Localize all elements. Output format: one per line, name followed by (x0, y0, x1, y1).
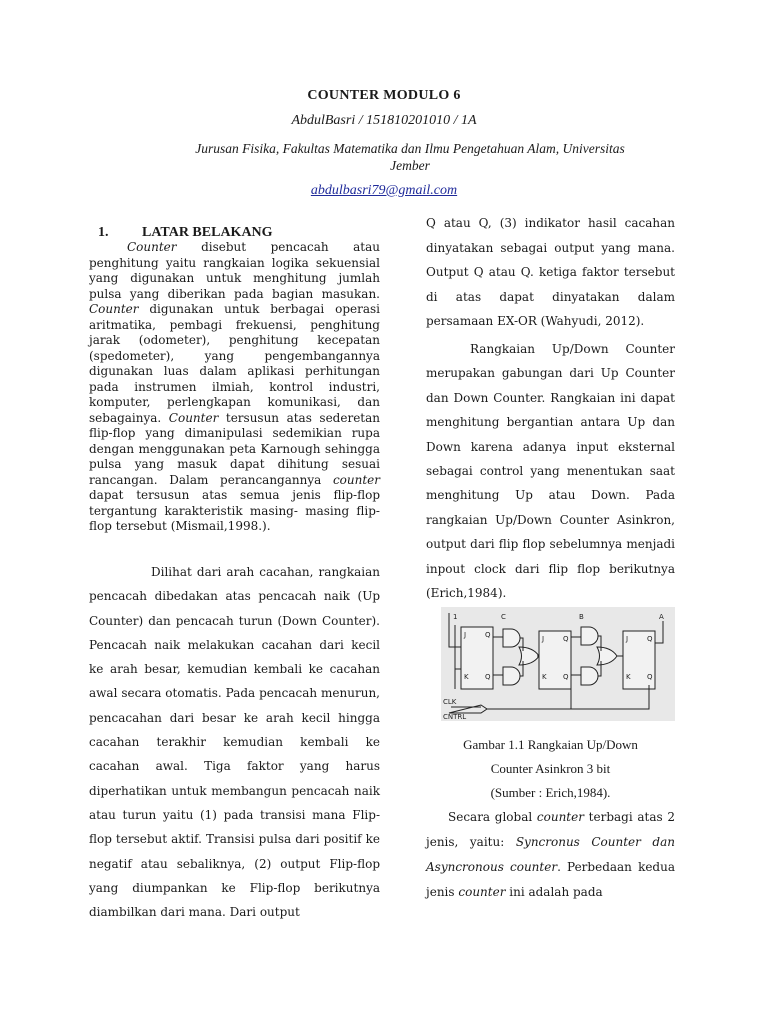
qbar-label: Q (647, 673, 653, 681)
k-label: K (626, 673, 631, 681)
j-label: J (542, 635, 545, 643)
j-label: J (464, 631, 467, 639)
author-line: AbdulBasri / 151810201010 / 1A (291, 113, 477, 128)
text-span: Rangkaian Up/Down Counter merupakan gabungan dari Up Counter dan Down Counter. Rangkaian ini dapat menghitung bergantian antara Up dan Down karena adanya input eksternal sebagai control yang menentukan saat menghitung Up atau Down. Pada rangkaian Up/Down Counter Asinkron, output dari flip flop sebelumnya menjadi inpout clock dari flip flop berikutnya (Erich,1984). (426, 342, 675, 601)
text-span: disebut pencacah atau penghitung yaitu rangkaian logika sekuensial yang digunakan untuk menghitung jumlah pulsa yang diberikan pada bagian masukan. (89, 240, 380, 301)
caption-line-3: (Sumber : Erich,1984). (490, 785, 611, 800)
text-span: ini adalah pada (505, 885, 603, 899)
b-label: B (579, 613, 584, 621)
section-number: 1. (98, 225, 109, 240)
caption-line-2: Counter Asinkron 3 bit (490, 761, 611, 776)
right-paragraph-1: Q atau Q, (3) indikator hasil cacahan dinyatakan sebagai output yang mana. Output Q atau Q. ketiga faktor tersebut di atas dapat dinyatakan dalam persamaan EX-OR (Wahyudi, 2012). (426, 216, 675, 329)
and-gate-2 (503, 667, 520, 685)
cntrl-label: CNTRL (443, 713, 467, 721)
caption-line-1: Gambar 1.1 Rangkaian Up/Down (463, 737, 638, 752)
text-span: . Perbedaan kedua jenis (426, 860, 676, 899)
section-title: LATAR BELAKANG (142, 225, 273, 240)
qbar-label: Q (485, 673, 491, 681)
term-counter: Counter (168, 410, 219, 425)
text-span: Secara global (448, 810, 537, 824)
left-paragraph-2 (89, 560, 380, 924)
and-gate-4 (581, 667, 598, 685)
c-label: C (501, 613, 506, 621)
term-counter: Counter (89, 302, 139, 316)
input-label: 1 (453, 613, 458, 621)
right-paragraph-3 (426, 805, 675, 905)
left-paragraph-1 (89, 240, 380, 535)
email-link[interactable]: abdulbasri79@gmail.com (310, 183, 458, 198)
text-span: Dilihat dari arah cacahan, rangkaian pencacah dibedakan atas pencacah naik (Up Counter) dan pencacah turun (Down Counter). Pencacah naik melakukan cacahan dari kecil ke arah besar, kemudian kembali ke cacahan awal secara otomatis. Pada pencacah menurun, pencacahan dari besar ke arah kecil hingga cacahan terakhir kemudian kembali ke cacahan awal. Tiga faktor yang harus diperhatikan untuk membangun pencacah naik atau turun yaitu (1) pada transisi mana Flip-flop tersebut aktif. Transisi pulsa dari positif ke negatif atau sebaliknya, (2) output Flip-flop yang diumpankan ke Flip-flop berikutnya diambilkan dari mana. Dari output (89, 565, 380, 920)
figure-caption (426, 733, 675, 805)
text-span: digunakan untuk berbagai operasi aritmatika, pembagi frekuensi, penghitung jarak (odometer), penghitung kecepatan (spedometer), yang pengembangannya digunakan luas dalam aplikasi perhitungan pada instrumen ilmiah, kontrol industri, komputer, perlengkapan komunikasi, dan sebagainya. (89, 302, 380, 425)
section-heading (98, 225, 273, 241)
affiliation: Jurusan Fisika, Fakultas Matematika dan Ilmu Pengetahuan Alam, Universitas Jember (195, 141, 625, 173)
and-gate-3 (581, 627, 598, 645)
k-label: K (542, 673, 547, 681)
and-gate-1 (503, 629, 520, 647)
j-label: J (626, 635, 629, 643)
a-label: A (659, 613, 664, 621)
q-label: Q (485, 631, 491, 639)
term-counter: counter (536, 810, 584, 824)
q-label: Q (647, 635, 653, 643)
text-span: terbagi atas 2 jenis, yaitu: (426, 810, 675, 849)
k-label: K (464, 673, 469, 681)
term-counter: counter (458, 885, 506, 899)
term-counter-types: Syncronus Counter dan Asyncronous counter (426, 835, 675, 874)
counter-circuit-diagram (441, 607, 675, 721)
text-span: tersusun atas sederetan flip-flop yang dimanipulasi sedemikian rupa dengan menggunakan peta Karnough sehingga pulsa yang masuk dapat dihitung sesuai rancangan. Dalam perancangannya (89, 410, 380, 487)
qbar-label: Q (563, 673, 569, 681)
paper-title: COUNTER MODULO 6 (307, 88, 461, 103)
clk-label: CLK (443, 698, 457, 706)
text-span: dapat tersusun atas semua jenis flip-flop tergantung karakteristik masing- masing flip-flop tersebut (Mismail,1998.). (89, 488, 380, 533)
term-counter: counter (332, 472, 380, 487)
term-counter: Counter (127, 240, 177, 254)
q-label: Q (563, 635, 569, 643)
right-paragraph-2 (426, 337, 675, 605)
